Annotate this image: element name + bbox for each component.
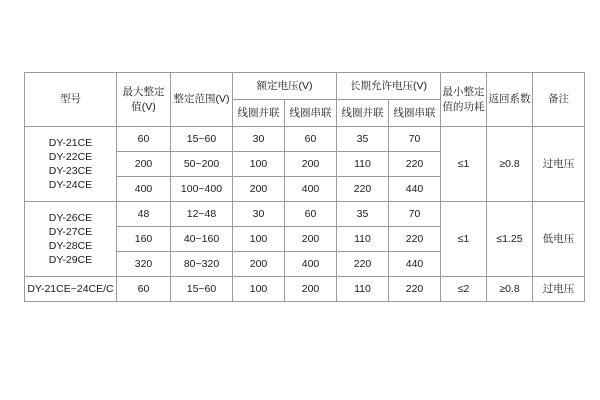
- table-row: [25, 202, 585, 227]
- cell-rated-coil-parallel: 30: [233, 127, 285, 152]
- cell-rated-coil-series: 60: [285, 127, 337, 152]
- model-name: DY-28CE: [48, 240, 93, 252]
- cell-return-coefficient: ≤1.25: [487, 202, 533, 277]
- model-name: DY-24CE: [48, 179, 93, 192]
- cell-return-coefficient: ≥0.8: [487, 127, 533, 202]
- cell-rated-coil-parallel: 200: [233, 252, 285, 277]
- cell-rated-coil-series: 200: [285, 277, 337, 302]
- cell-min-power: ≤2: [441, 277, 487, 302]
- cell-max-setting: 60: [117, 127, 171, 152]
- header-long-term-voltage: 长期允许电压(V): [337, 73, 441, 100]
- cell-rated-coil-parallel: 200: [233, 177, 285, 202]
- cell-long-coil-parallel: 35: [337, 202, 389, 227]
- cell-rated-coil-series: 400: [285, 177, 337, 202]
- cell-max-setting: 60: [117, 277, 171, 302]
- header-rated-voltage: 额定电压(V): [233, 73, 337, 100]
- cell-long-coil-series: 440: [389, 252, 441, 277]
- header-rated-coil-parallel: 线圈并联: [233, 100, 285, 127]
- model-name: DY-21CE~24CE/C: [27, 282, 114, 295]
- cell-remark: 过电压: [533, 127, 585, 202]
- cell-rated-coil-series: 200: [285, 227, 337, 252]
- header-min-power: 最小整定值的功耗: [441, 73, 487, 127]
- cell-long-coil-series: 440: [389, 177, 441, 202]
- cell-long-coil-series: 220: [389, 277, 441, 302]
- cell-max-setting: 48: [117, 202, 171, 227]
- header-setting-range: 整定范围(V): [171, 73, 233, 127]
- cell-rated-coil-parallel: 100: [233, 277, 285, 302]
- cell-min-power: ≤1: [441, 202, 487, 277]
- cell-rated-coil-series: 200: [285, 152, 337, 177]
- cell-model-group: [25, 127, 117, 202]
- cell-model-group: [25, 277, 117, 302]
- cell-long-coil-series: 70: [389, 127, 441, 152]
- cell-rated-coil-parallel: 100: [233, 152, 285, 177]
- cell-long-coil-parallel: 35: [337, 127, 389, 152]
- model-name: DY-23CE: [48, 165, 93, 177]
- cell-max-setting: 200: [117, 152, 171, 177]
- header-rated-coil-series: 线圈串联: [285, 100, 337, 127]
- cell-long-coil-parallel: 110: [337, 227, 389, 252]
- header-long-coil-series: 线圈串联: [389, 100, 441, 127]
- cell-setting-range: 12~48: [171, 202, 233, 227]
- header-model: 型号: [25, 73, 117, 127]
- cell-setting-range: 40~160: [171, 227, 233, 252]
- model-name: DY-22CE: [48, 150, 93, 163]
- cell-setting-range: 50~200: [171, 152, 233, 177]
- cell-min-power: ≤1: [441, 127, 487, 202]
- table-row: [25, 127, 585, 152]
- cell-long-coil-parallel: 220: [337, 252, 389, 277]
- cell-rated-coil-series: 60: [285, 202, 337, 227]
- header-remark: 备注: [533, 73, 585, 127]
- cell-long-coil-parallel: 220: [337, 177, 389, 202]
- cell-rated-coil-parallel: 30: [233, 202, 285, 227]
- cell-setting-range: 100~400: [171, 177, 233, 202]
- cell-long-coil-series: 220: [389, 152, 441, 177]
- table-header: [25, 73, 585, 127]
- cell-setting-range: 15~60: [171, 277, 233, 302]
- cell-long-coil-series: 220: [389, 227, 441, 252]
- header-return-coefficient: 返回系数: [487, 73, 533, 127]
- cell-remark: 低电压: [533, 202, 585, 277]
- cell-setting-range: 15~60: [171, 127, 233, 152]
- model-name: DY-26CE: [48, 211, 93, 224]
- model-name: DY-27CE: [48, 225, 93, 238]
- cell-max-setting: 320: [117, 252, 171, 277]
- table-body: [25, 127, 585, 302]
- header-max-setting: 最大整定值(V): [117, 73, 171, 127]
- cell-max-setting: 160: [117, 227, 171, 252]
- model-name: DY-21CE: [48, 136, 93, 149]
- cell-remark: 过电压: [533, 277, 585, 302]
- header-long-coil-parallel: 线圈并联: [337, 100, 389, 127]
- table-row: [25, 277, 585, 302]
- specification-table: [24, 72, 585, 302]
- header-row-top: [25, 73, 585, 100]
- cell-long-coil-series: 70: [389, 202, 441, 227]
- cell-max-setting: 400: [117, 177, 171, 202]
- cell-return-coefficient: ≥0.8: [487, 277, 533, 302]
- cell-model-group: [25, 202, 117, 277]
- cell-setting-range: 80~320: [171, 252, 233, 277]
- cell-rated-coil-series: 400: [285, 252, 337, 277]
- cell-long-coil-parallel: 110: [337, 152, 389, 177]
- cell-long-coil-parallel: 110: [337, 277, 389, 302]
- cell-rated-coil-parallel: 100: [233, 227, 285, 252]
- model-name: DY-29CE: [48, 254, 93, 267]
